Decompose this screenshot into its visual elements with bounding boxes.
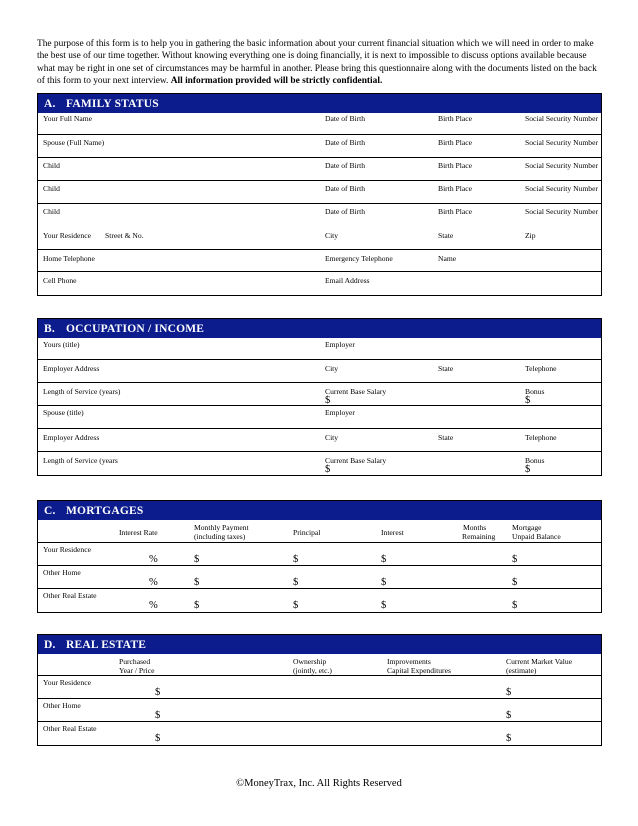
family-member-row[interactable]: [38, 135, 601, 158]
row-label: Other Real Estate: [43, 724, 97, 733]
field-label: Date of Birth: [325, 138, 366, 147]
column-header: Purchased: [119, 657, 151, 666]
dollar-sign: $: [194, 600, 200, 611]
section-header: [38, 94, 601, 113]
column-header: (jointly, etc.): [293, 666, 332, 675]
dollar-sign: $: [512, 577, 518, 588]
field-label: Cell Phone: [43, 276, 77, 285]
dollar-sign: $: [194, 554, 200, 565]
intro-paragraph: [37, 38, 603, 88]
dollar-sign: $: [525, 464, 531, 475]
column-header: Monthly Payment: [194, 523, 249, 532]
dollar-sign: $: [512, 600, 518, 611]
property-row[interactable]: [38, 676, 601, 699]
field-label: Employer Address: [43, 364, 100, 373]
section-letter: A.: [44, 97, 56, 110]
dollar-sign: $: [194, 577, 200, 588]
field-label: Date of Birth: [325, 161, 366, 170]
column-header: Improvements: [387, 657, 431, 666]
dollar-sign: $: [506, 687, 512, 698]
dollar-sign: $: [325, 464, 331, 475]
percent-sign: %: [149, 600, 158, 611]
row-label: Other Home: [43, 568, 81, 577]
dollar-sign: $: [155, 733, 161, 744]
dollar-sign: $: [512, 554, 518, 565]
family-member-row[interactable]: [38, 181, 601, 204]
dollar-sign: $: [506, 710, 512, 721]
dollar-sign: $: [155, 687, 161, 698]
dollar-sign: $: [155, 710, 161, 721]
field-label: Telephone: [525, 433, 557, 442]
field-label: Length of Service (years: [43, 456, 118, 465]
section-mortgages: [37, 500, 602, 613]
field-label: Social Security Number: [525, 207, 598, 216]
property-row[interactable]: [38, 699, 601, 722]
column-header: Months: [463, 523, 487, 532]
field-label: Child: [43, 161, 60, 170]
field-label: Bonus: [525, 387, 545, 396]
dollar-sign: $: [293, 600, 299, 611]
section-family-status: [37, 93, 602, 296]
field-label: Date of Birth: [325, 184, 366, 193]
field-label: Birth Place: [438, 114, 472, 123]
column-headers-row: [38, 520, 601, 543]
field-label: Date of Birth: [325, 114, 366, 123]
column-header: Interest Rate: [119, 528, 158, 537]
field-label: Your Full Name: [43, 114, 93, 123]
field-label: Social Security Number: [525, 114, 598, 123]
section-letter: C.: [44, 504, 56, 517]
field-label: Employer: [325, 340, 355, 349]
dollar-sign: $: [506, 733, 512, 744]
mortgage-row[interactable]: [38, 543, 601, 566]
field-label: Telephone: [525, 364, 557, 373]
field-label: Social Security Number: [525, 138, 598, 147]
row-label: Other Real Estate: [43, 591, 97, 600]
row-label: Your Residence: [43, 678, 91, 687]
property-row[interactable]: [38, 722, 601, 745]
field-label: Social Security Number: [525, 184, 598, 193]
field-label: Current Base Salary: [325, 387, 387, 396]
residence-row[interactable]: [38, 227, 601, 250]
field-label: Birth Place: [438, 161, 472, 170]
spouse-row[interactable]: [38, 406, 601, 429]
phone-row[interactable]: [38, 250, 601, 272]
section-real-estate: [37, 634, 602, 746]
dollar-sign: $: [525, 395, 531, 406]
column-header: Year / Price: [119, 666, 155, 675]
section-title: FAMILY STATUS: [66, 97, 159, 110]
field-label: Zip: [525, 231, 536, 240]
field-label: Birth Place: [438, 207, 472, 216]
column-header: Remaining: [462, 532, 496, 541]
family-member-row[interactable]: [38, 204, 601, 227]
field-label: Home Telephone: [43, 254, 95, 263]
dollar-sign: $: [381, 554, 387, 565]
copyright-footer: ©MoneyTrax, Inc. All Rights Reserved: [236, 778, 402, 789]
field-label: Employer: [325, 408, 355, 417]
field-label: Birth Place: [438, 184, 472, 193]
column-header: Interest: [381, 528, 404, 537]
family-member-row[interactable]: [38, 113, 601, 135]
column-header: Principal: [293, 528, 321, 537]
percent-sign: %: [149, 577, 158, 588]
column-header: Mortgage: [512, 523, 542, 532]
section-occupation-income: [37, 318, 602, 476]
percent-sign: %: [149, 554, 158, 565]
service-row[interactable]: [38, 383, 601, 406]
dollar-sign: $: [325, 395, 331, 406]
dollar-sign: $: [293, 577, 299, 588]
field-label: Employer Address: [43, 433, 100, 442]
column-header: (estimate): [506, 666, 537, 675]
mortgage-row[interactable]: [38, 566, 601, 589]
field-label: City: [325, 231, 339, 240]
section-letter: B.: [44, 322, 55, 335]
section-title: REAL ESTATE: [66, 638, 147, 651]
field-label: Emergency Telephone: [325, 254, 393, 263]
field-label: State: [438, 364, 454, 373]
dollar-sign: $: [381, 600, 387, 611]
section-title: OCCUPATION / INCOME: [66, 322, 205, 335]
field-label: City: [325, 433, 339, 442]
field-label: Street & No.: [105, 231, 144, 240]
field-label: Date of Birth: [325, 207, 366, 216]
employer-address-row[interactable]: [38, 429, 601, 452]
field-label: Social Security Number: [525, 161, 598, 170]
yours-row[interactable]: [38, 338, 601, 360]
employer-address-row[interactable]: [38, 360, 601, 383]
field-label: Email Address: [325, 276, 370, 285]
field-label: Current Base Salary: [325, 456, 387, 465]
field-label: Birth Place: [438, 138, 472, 147]
row-label: Your Residence: [43, 545, 91, 554]
field-label: State: [438, 231, 454, 240]
confidential-notice: All information provided will be strictly confidential.: [170, 76, 383, 87]
column-header: (including taxes): [194, 532, 246, 541]
section-title: MORTGAGES: [66, 504, 144, 517]
field-label: City: [325, 364, 339, 373]
column-header: Ownership: [293, 657, 327, 666]
section-letter: D.: [44, 638, 56, 651]
field-label: Spouse (title): [43, 408, 84, 417]
field-label: Length of Service (years): [43, 387, 121, 396]
dollar-sign: $: [293, 554, 299, 565]
mortgage-row[interactable]: [38, 589, 601, 612]
family-member-row[interactable]: [38, 158, 601, 181]
column-headers-row: [38, 654, 601, 676]
dollar-sign: $: [381, 577, 387, 588]
field-label: Your Residence: [43, 231, 91, 240]
service-row[interactable]: [38, 452, 601, 475]
column-header: Current Market Value: [506, 657, 573, 666]
field-label: Child: [43, 184, 60, 193]
section-header: [38, 635, 601, 654]
cell-row[interactable]: [38, 272, 601, 295]
field-label: Yours (title): [43, 340, 80, 349]
column-header: Capital Expenditures: [387, 666, 451, 675]
field-label: Spouse (Full Name): [43, 138, 105, 147]
column-header: Unpaid Balance: [512, 532, 561, 541]
row-label: Other Home: [43, 701, 81, 710]
field-label: Child: [43, 207, 60, 216]
section-header: [38, 501, 601, 520]
field-label: Bonus: [525, 456, 545, 465]
section-header: [38, 319, 601, 338]
intro-text: The purpose of this form is to help you in gathering the basic information about your current financial situation which we will need in order to make the best use of our time together. Without knowing everything one is doing financially, it is next to impossible to discuss options available because what may be right in one set of circumstances may be harmful in another. Please bring this questionnaire along with the documents listed on the back of this form to your next interview.: [37, 39, 597, 87]
field-label: State: [438, 433, 454, 442]
field-label: Name: [438, 254, 457, 263]
